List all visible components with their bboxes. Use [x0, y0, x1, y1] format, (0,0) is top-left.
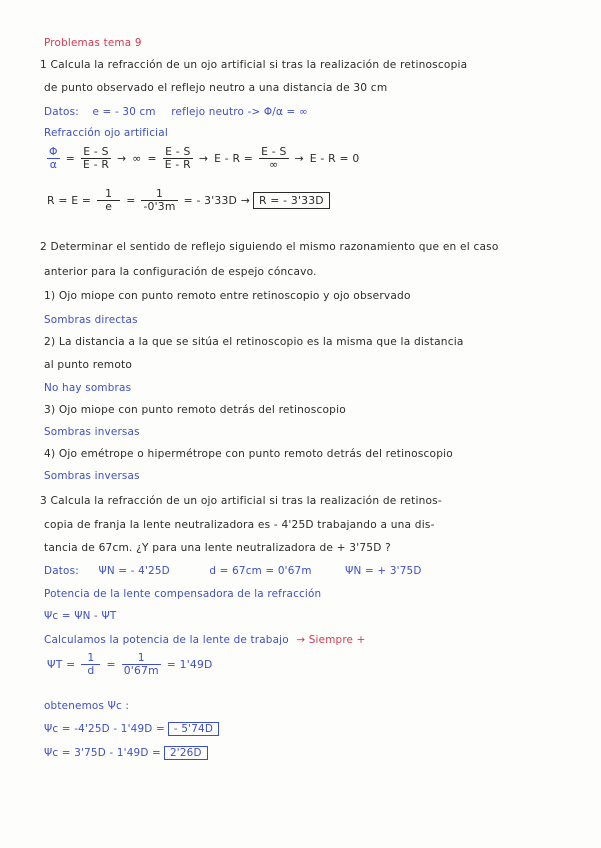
fraction-es-er-1: $\frac{E - S}{E - R}$ — [82, 145, 110, 172]
refraction-equation-2: R = E = $\frac{1}{e}$ = $\frac{1}{-0'3m}$ = - 3'33D → R = - 3'33D — [44, 188, 330, 214]
refraction-label: Refracción ojo artificial — [44, 127, 168, 139]
result-1-row: Ψc = -4'25D - 1'49D = - 5'74D — [44, 722, 219, 736]
case-1-text: 1) Ojo miope con punto remoto entre retinoscopio y ojo observado — [44, 290, 411, 302]
problem-3-line-2: copia de franja la lente neutralizadora es - 4'25D trabajando a una dis- — [44, 519, 435, 531]
phi-alpha-fraction: $\frac{\Phi}{\alpha}$ — [49, 145, 58, 172]
problem-1-data: Datos: e = - 30 cm reflejo neutro -> Φ/α = ∞ — [44, 106, 308, 118]
problem-2-line-2: anterior para la configuración de espejo cóncavo. — [44, 266, 317, 278]
problem-2-line-1: 2 Determinar el sentido de reflejo siguiendo el mismo razonamiento que en el caso — [40, 241, 499, 253]
case-4-text: 4) Ojo emétrope o hipermétrope con punto remoto detrás del retinoscopio — [44, 448, 453, 460]
obtain-label: obtenemos Ψc : — [44, 700, 130, 712]
case-1-result: Sombras directas — [44, 314, 138, 326]
case-2-text-1: 2) La distancia a la que se sitúa el retinoscopio es la misma que la distancia — [44, 336, 464, 348]
refraction-equation-1: $\frac{\Phi}{\alpha}$ = $\frac{E - S}{E - R}$ → ∞ = $\frac{E - S}{E - R}$ → E - R = $\frac{E - S}{\infty}$ → E - R = 0 — [49, 145, 360, 172]
power-formula: Ψc = ΨN - ΨT — [44, 610, 117, 622]
case-2-text-2: al punto remoto — [44, 359, 133, 371]
power-label: Potencia de la lente compensadora de la refracción — [44, 588, 322, 600]
result-box-3: 2'26D — [164, 746, 208, 760]
fraction-1-d: $\frac{1}{d}$ — [81, 652, 100, 678]
problem-3-line-3: tancia de 67cm. ¿Y para una lente neutralizadora de + 3'75D ? — [44, 542, 391, 554]
problem-3-line-1: 3 Calcula la refracción de un ojo artificial si tras la realización de retinos- — [40, 495, 442, 507]
fraction-1-e: $\frac{1}{e}$ — [97, 188, 120, 214]
working-lens-equation: ΨT = $\frac{1}{d}$ = $\frac{1}{0'67m}$ = 1'49D — [47, 651, 213, 678]
problem-1-line-2: de punto observado el reflejo neutro a una distancia de 30 cm — [44, 82, 388, 94]
problem-1-line-1: 1 Calcula la refracción de un ojo artificial si tras la realización de retinoscopia — [40, 59, 468, 71]
working-lens-label: Calculamos la potencia de la lente de trabajo → Siempre + — [44, 634, 366, 646]
case-2-result: No hay sombras — [44, 382, 132, 394]
case-4-result: Sombras inversas — [44, 470, 140, 482]
fraction-es-er-2: $\frac{E - S}{E - R}$ — [164, 145, 191, 172]
fraction-es-inf: $\frac{E - S}{\infty}$ — [261, 145, 287, 172]
case-3-text: 3) Ojo miope con punto remoto detrás del retinoscopio — [44, 404, 346, 416]
result-box-1: R = - 3'33D — [253, 192, 330, 209]
problem-3-data: Datos: ΨN = - 4'25D d = 67cm = 0'67m ΨN = + 3'75D — [44, 565, 422, 577]
result-box-2: - 5'74D — [168, 722, 219, 736]
fraction-1-03m: $\frac{1}{-0'3m}$ — [143, 187, 176, 214]
case-3-result: Sombras inversas — [44, 426, 140, 438]
fraction-1-067m: $\frac{1}{0'67m}$ — [123, 651, 159, 678]
result-2-row: Ψc = 3'75D - 1'49D = 2'26D — [44, 746, 208, 760]
page-title: Problemas tema 9 — [44, 37, 142, 49]
